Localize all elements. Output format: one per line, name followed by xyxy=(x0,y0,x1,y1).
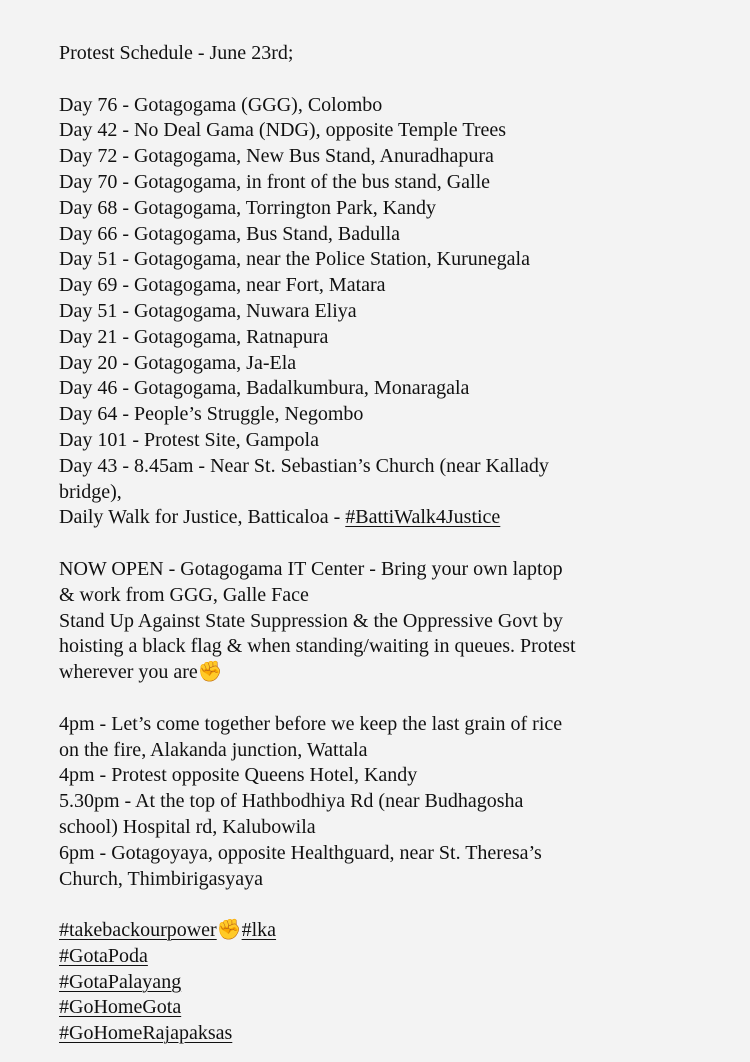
hashtag-gohomerajapaksas-link[interactable]: #GoHomeRajapaksas xyxy=(59,1022,233,1045)
notice-line: NOW OPEN - Gotagogama IT Center - Bring your own laptop xyxy=(59,557,563,580)
event-line: 4pm - Let’s come together before we keep the last grain of rice xyxy=(59,712,563,735)
notice-line-last xyxy=(59,660,710,686)
schedule-item: Day 20 - Gotagogama, Ja-Ela xyxy=(59,351,297,374)
hashtag-list xyxy=(59,918,710,1047)
events-list xyxy=(59,712,710,893)
schedule-item: Day 51 - Gotagogama, near the Police Station, Kurunegala xyxy=(59,248,530,271)
schedule-item: Day 76 - Gotagogama (GGG), Colombo xyxy=(59,93,383,116)
schedule-item: Day 21 - Gotagogama, Ratnapura xyxy=(59,325,329,348)
schedule-item: Day 70 - Gotagogama, in front of the bus stand, Galle xyxy=(59,170,491,193)
schedule-item: Day 101 - Protest Site, Gampola xyxy=(59,428,319,451)
spacer xyxy=(59,686,710,712)
schedule-item: Day 43 - 8.45am - Near St. Sebastian’s Church (near Kallady xyxy=(59,454,549,477)
hashtag-line xyxy=(59,918,710,944)
spacer xyxy=(59,67,710,93)
hashtag-gotapoda-link[interactable]: #GotaPoda xyxy=(59,944,148,967)
event-line: on the fire, Alakanda junction, Wattala xyxy=(59,738,368,761)
raised-fist-icon: ✊ xyxy=(216,917,242,942)
schedule-item: Day 51 - Gotagogama, Nuwara Eliya xyxy=(59,299,357,322)
hashtag-line xyxy=(59,995,710,1021)
notice-last-text: wherever you are xyxy=(59,661,198,684)
spacer xyxy=(59,892,710,918)
schedule-item: Day 46 - Gotagogama, Badalkumbura, Monaragala xyxy=(59,377,470,400)
notice-line: hoisting a black flag & when standing/waiting in queues. Protest xyxy=(59,635,576,658)
hashtag-line xyxy=(59,970,710,996)
event-line: Church, Thimbirigasyaya xyxy=(59,867,264,890)
notice-block xyxy=(59,557,710,686)
event-line: 6pm - Gotagoyaya, opposite Healthguard, near St. Theresa’s xyxy=(59,841,542,864)
spacer xyxy=(59,531,710,557)
schedule-item: Day 66 - Gotagogama, Bus Stand, Badulla xyxy=(59,222,401,245)
raised-fist-icon: ✊ xyxy=(197,659,223,684)
schedule-item: Day 68 - Gotagogama, Torrington Park, Kandy xyxy=(59,196,437,219)
event-line: 5.30pm - At the top of Hathbodhiya Rd (near Budhagosha xyxy=(59,790,524,813)
schedule-item: Day 42 - No Deal Gama (NDG), opposite Temple Trees xyxy=(59,119,507,142)
schedule-item: Day 72 - Gotagogama, New Bus Stand, Anuradhapura xyxy=(59,145,494,168)
schedule-item-batticaloa xyxy=(59,505,710,531)
notice-line: Stand Up Against State Suppression & the Oppressive Govt by xyxy=(59,609,563,632)
notice-line: & work from GGG, Galle Face xyxy=(59,583,309,606)
hashtag-battiwalk4justice-link[interactable]: #BattiWalk4Justice xyxy=(345,506,501,529)
hashtag-lka-link[interactable]: #lka xyxy=(241,919,277,942)
hashtag-gohomegota-link[interactable]: #GoHomeGota xyxy=(59,996,182,1019)
schedule-item: Day 64 - People’s Struggle, Negombo xyxy=(59,403,364,426)
batti-line-text: Daily Walk for Justice, Batticaloa - xyxy=(59,506,346,529)
schedule-list xyxy=(59,93,710,532)
hashtag-takebackourpower-link[interactable]: #takebackourpower xyxy=(59,919,217,942)
page-title: Protest Schedule - June 23rd; xyxy=(59,42,294,64)
schedule-item: Day 69 - Gotagogama, near Fort, Matara xyxy=(59,274,386,297)
event-line: 4pm - Protest opposite Queens Hotel, Kandy xyxy=(59,764,418,787)
schedule-item: bridge), xyxy=(59,480,122,503)
hashtag-line xyxy=(59,1021,710,1047)
hashtag-gotapalayang-link[interactable]: #GotaPalayang xyxy=(59,970,182,993)
event-line: school) Hospital rd, Kalubowila xyxy=(59,815,316,838)
hashtag-line xyxy=(59,944,710,970)
